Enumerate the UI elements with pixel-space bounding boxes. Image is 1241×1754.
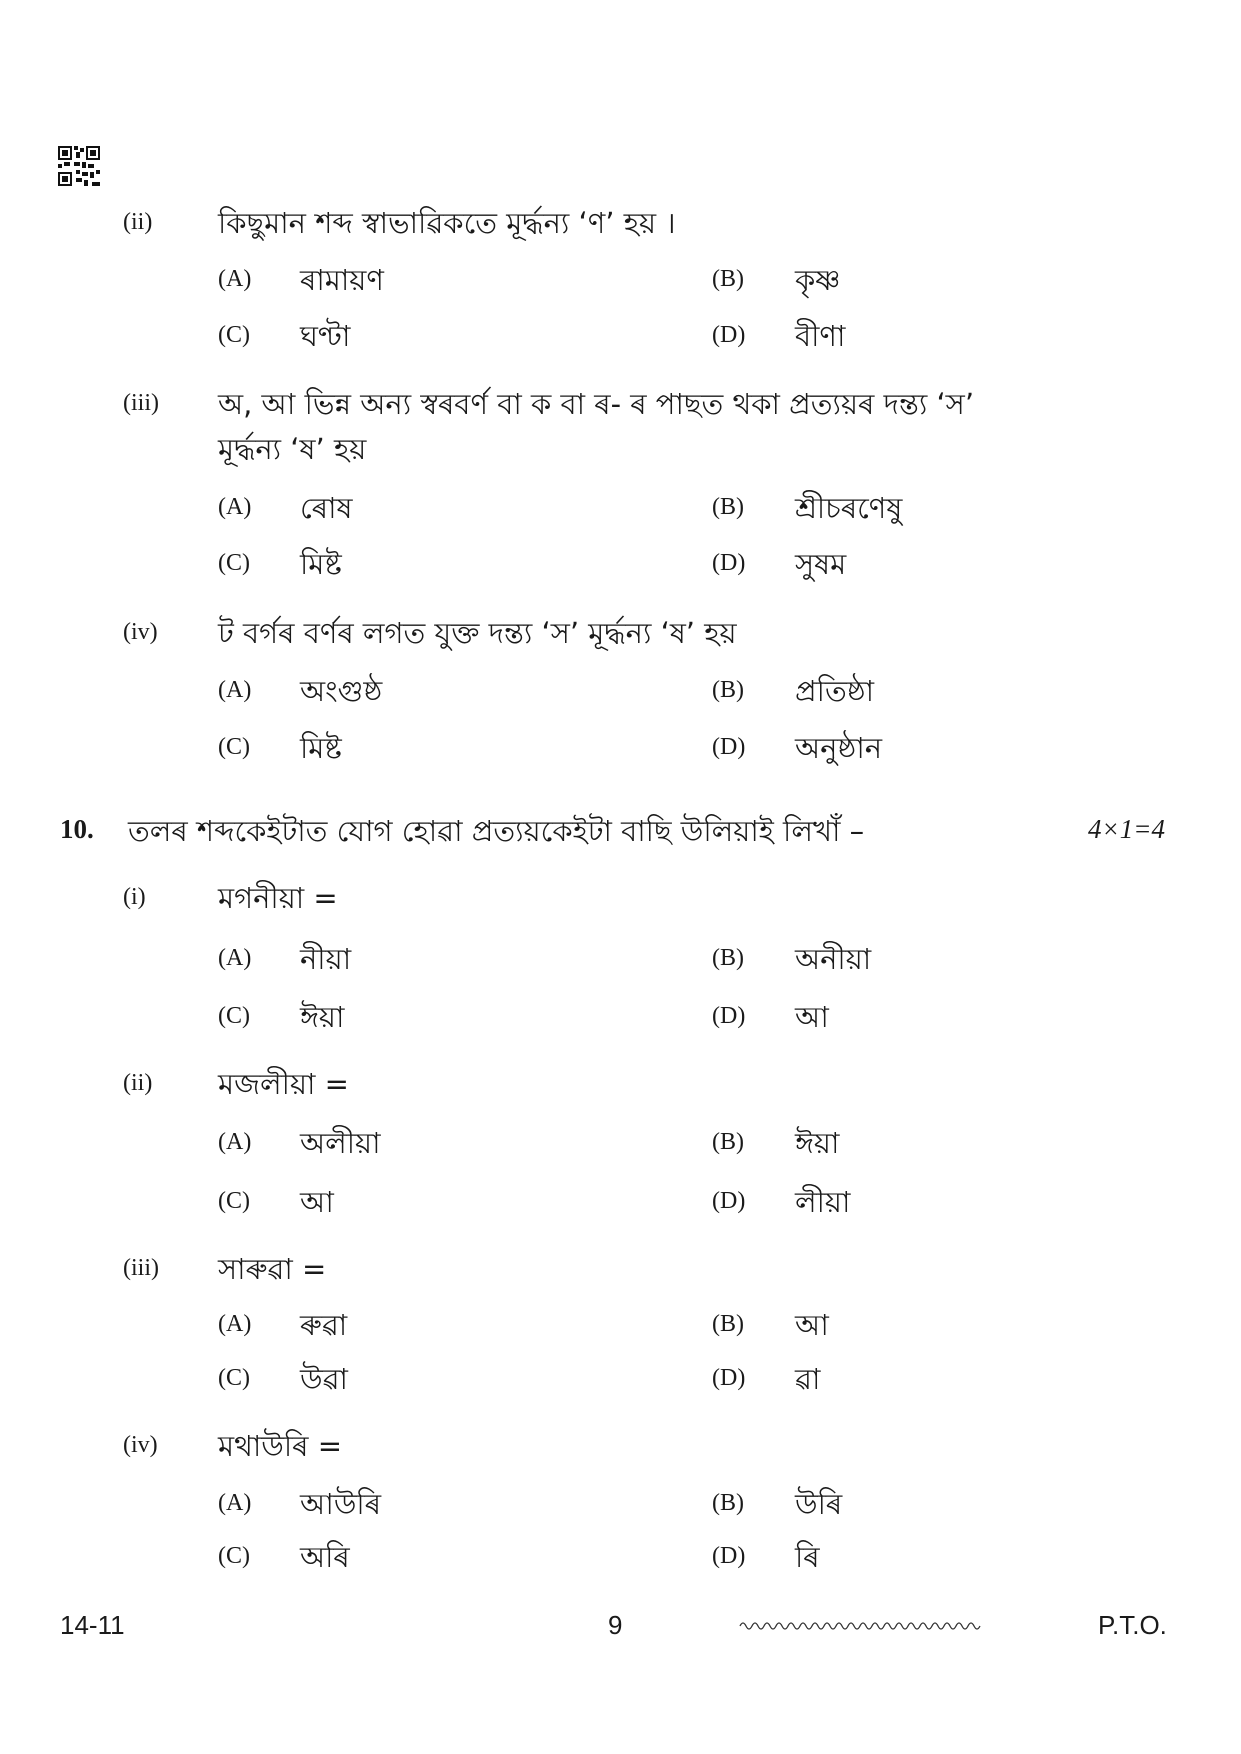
option-letter: (A)	[218, 945, 252, 971]
part-word: মগনীয়া =	[218, 881, 338, 915]
option-letter: (C)	[218, 550, 250, 576]
option-letter: (A)	[218, 677, 252, 703]
option-letter: (A)	[218, 266, 252, 292]
option-letter: (C)	[218, 1188, 250, 1214]
part-label: (ii)	[123, 209, 153, 235]
option-text: ৰোষ	[300, 491, 353, 525]
option-letter: (D)	[712, 1188, 746, 1214]
option-letter: (C)	[218, 322, 250, 348]
option-text: অৰি	[300, 1540, 350, 1574]
question-instruction: তলৰ শব্দকেইটাত যোগ হোৱা প্ৰত্যয়কেইটা বাছি উলিয়াই লিখাঁ –	[128, 814, 865, 848]
option-letter: (C)	[218, 734, 250, 760]
option-text: আউৰি	[300, 1487, 382, 1521]
option-letter: (C)	[218, 1543, 250, 1569]
option-text: শ্ৰীচৰণেষু	[795, 491, 903, 525]
option-letter: (A)	[218, 1490, 252, 1516]
option-text: ৰুৱা	[300, 1308, 348, 1342]
option-letter: (A)	[218, 1129, 252, 1155]
option-text: ঈয়া	[300, 1000, 345, 1034]
option-letter: (A)	[218, 494, 252, 520]
page-number: 9	[608, 1610, 623, 1640]
part-label: (i)	[123, 884, 146, 910]
pto-label: P.T.O.	[1098, 1610, 1167, 1640]
option-letter: (B)	[712, 1311, 744, 1337]
option-letter: (A)	[218, 1311, 252, 1337]
option-letter: (D)	[712, 1543, 746, 1569]
part-word: সাৰুৱা =	[218, 1252, 327, 1286]
part-word: মথাউৰি =	[218, 1429, 343, 1463]
option-text: অলীয়া	[300, 1126, 381, 1160]
option-letter: (B)	[712, 945, 744, 971]
part-label: (iii)	[123, 1255, 159, 1281]
option-text: ঈয়া	[795, 1126, 840, 1160]
option-text: অনুষ্ঠান	[795, 731, 883, 765]
option-letter: (D)	[712, 322, 746, 348]
option-letter: (D)	[712, 1003, 746, 1029]
part-text: অ, আ ভিন্ন অন্য স্বৰবৰ্ণ বা ক বা ৰ- ৰ পাছত থকা প্ৰত্যয়ৰ দন্ত্য ‘স’	[218, 387, 975, 421]
option-text: আ	[795, 1000, 829, 1034]
part-text: ট বৰ্গৰ বৰ্ণৰ লগত যুক্ত দন্ত্য ‘স’ মূৰ্দ্ধন্য ‘ষ’ হয়	[218, 616, 737, 650]
option-text: ৱা	[795, 1362, 821, 1396]
part-text: কিছুমান শব্দ স্বাভাৱিকতে মূৰ্দ্ধন্য ‘ণ’ হয় ।	[218, 206, 676, 240]
option-letter: (B)	[712, 677, 744, 703]
option-text: উৱা	[300, 1362, 348, 1396]
option-letter: (B)	[712, 266, 744, 292]
question-marks: 4×1=4	[1088, 814, 1165, 844]
part-label: (ii)	[123, 1070, 153, 1096]
qr-code-icon	[58, 146, 100, 186]
option-letter: (B)	[712, 1129, 744, 1155]
option-text: নীয়া	[300, 942, 352, 976]
option-text: লীয়া	[795, 1185, 851, 1219]
option-text: বীণা	[795, 319, 846, 353]
part-text: মূৰ্দ্ধন্য ‘ষ’ হয়	[218, 432, 367, 466]
part-word: মজলীয়া =	[218, 1067, 349, 1101]
option-text: ৰি	[795, 1540, 820, 1574]
part-label: (iii)	[123, 390, 159, 416]
option-text: প্ৰতিষ্ঠা	[795, 674, 875, 708]
paper-code: 14-11	[60, 1610, 125, 1640]
option-letter: (C)	[218, 1365, 250, 1391]
option-letter: (D)	[712, 1365, 746, 1391]
option-text: কৃষ্ণ	[795, 263, 841, 297]
part-label: (iv)	[123, 1432, 158, 1458]
option-letter: (C)	[218, 1003, 250, 1029]
option-text: আ	[300, 1185, 334, 1219]
option-text: মিষ্ট	[300, 731, 342, 765]
option-letter: (D)	[712, 550, 746, 576]
question-number: 10.	[60, 814, 94, 844]
part-label: (iv)	[123, 619, 158, 645]
option-text: সুষম	[795, 547, 847, 581]
option-text: অনীয়া	[795, 942, 872, 976]
option-text: ৰামায়ণ	[300, 263, 384, 297]
option-text: অংগুষ্ঠ	[300, 674, 383, 708]
wavy-line-divider	[738, 1618, 986, 1634]
option-letter: (B)	[712, 1490, 744, 1516]
option-letter: (D)	[712, 734, 746, 760]
option-text: মিষ্ট	[300, 547, 342, 581]
option-text: আ	[795, 1308, 829, 1342]
option-text: ঘণ্টা	[300, 319, 351, 353]
option-text: উৰি	[795, 1487, 843, 1521]
option-letter: (B)	[712, 494, 744, 520]
